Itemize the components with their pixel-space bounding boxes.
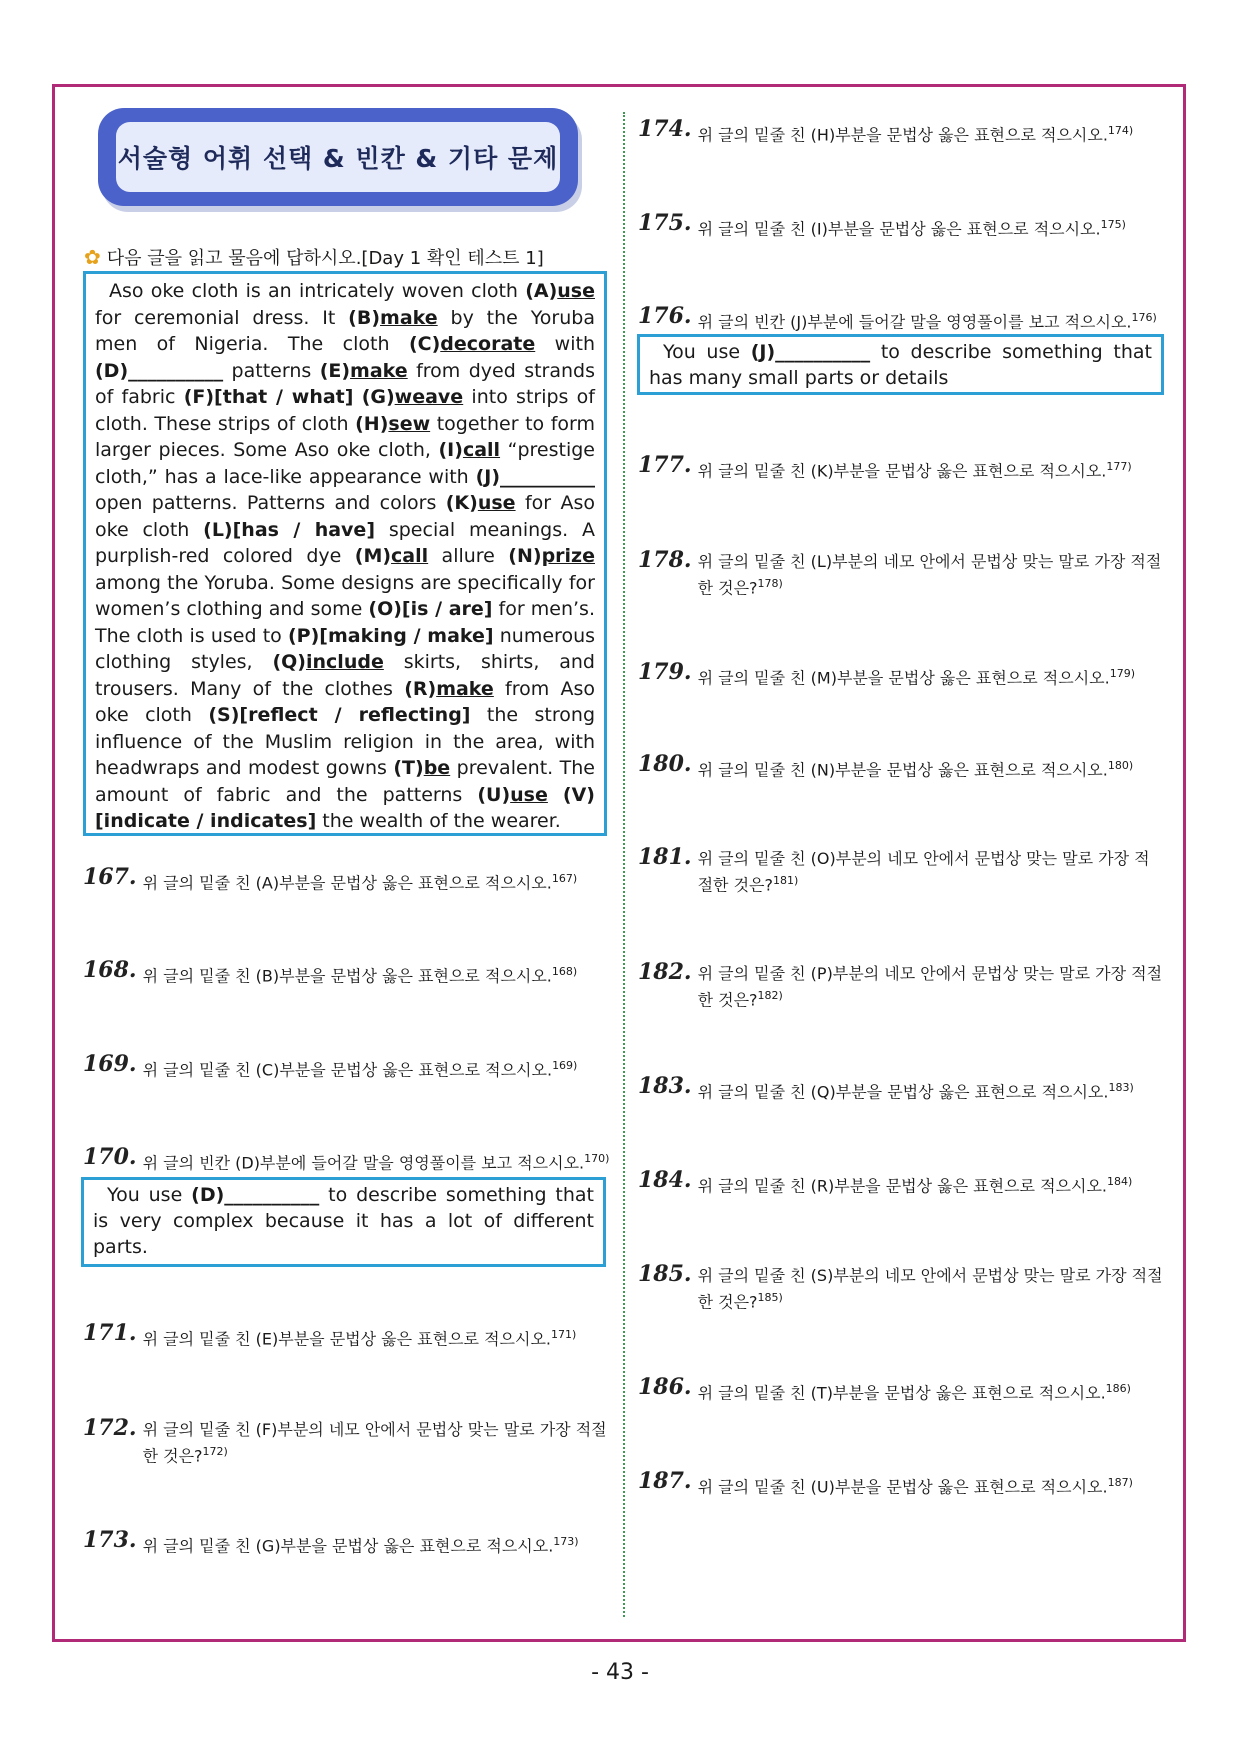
instruction-text: 다음 글을 읽고 물음에 답하시오.[Day 1 확인 테스트 1] <box>106 248 544 269</box>
question-171 <box>83 1322 576 1350</box>
question-number: 172. <box>83 1415 137 1441</box>
footnote-ref: 181) <box>773 874 799 887</box>
question-185 <box>638 1263 1165 1313</box>
bold-marker: (S)[reflect / reflecting] <box>208 704 471 726</box>
footnote-ref: 187) <box>1107 1476 1133 1489</box>
passage-segment: for Aso oke cloth <box>95 492 595 541</box>
question-text: 위 글의 밑줄 친 (L)부분의 네모 안에서 문법상 맞는 말로 가장 적절한 것은? <box>697 552 1162 598</box>
bold-marker: (J)__________ <box>475 465 595 488</box>
question-text: 위 글의 빈칸 (D)부분에 들어갈 말을 영영풀이를 보고 적으시오. <box>142 1153 585 1173</box>
underlined-target: prize <box>541 545 595 567</box>
question-text: 위 글의 밑줄 친 (S)부분의 네모 안에서 문법상 맞는 말로 가장 적절한 것은? <box>697 1266 1163 1312</box>
question-186 <box>638 1376 1131 1404</box>
question-text: 위 글의 밑줄 친 (A)부분을 문법상 옳은 표현으로 적으시오. <box>142 873 552 893</box>
question-174 <box>638 118 1133 146</box>
bold-marker: (F)[that / what] <box>183 386 354 408</box>
bold-marker: (U) <box>477 783 511 806</box>
question-173 <box>83 1529 579 1557</box>
footnote-ref: 177) <box>1106 460 1132 473</box>
definition-box-170 <box>81 1177 606 1267</box>
footnote-ref: 178) <box>757 577 783 590</box>
question-number: 173. <box>83 1527 137 1553</box>
question-number: 187. <box>638 1468 692 1494</box>
passage-segment: with <box>535 333 595 355</box>
question-text: 위 글의 밑줄 친 (E)부분을 문법상 옳은 표현으로 적으시오. <box>142 1329 551 1349</box>
passage-segment <box>548 784 563 806</box>
question-183 <box>638 1075 1134 1103</box>
passage-segment: for ceremonial dress. It <box>95 306 349 329</box>
bold-marker: (M) <box>354 545 392 567</box>
question-number: 183. <box>638 1073 692 1099</box>
question-text: 위 글의 밑줄 친 (H)부분을 문법상 옳은 표현으로 적으시오. <box>697 125 1108 145</box>
definition-box-176 <box>637 334 1164 395</box>
footnote-ref: 167) <box>551 872 578 885</box>
question-text: 위 글의 밑줄 친 (R)부분을 문법상 옳은 표현으로 적으시오. <box>697 1176 1108 1196</box>
underlined-target: make <box>350 359 408 382</box>
footnote-ref: 172) <box>202 1445 228 1458</box>
column-divider <box>623 112 625 1617</box>
question-text: 위 글의 밑줄 친 (G)부분을 문법상 옳은 표현으로 적으시오. <box>142 1536 554 1556</box>
question-text: 위 글의 밑줄 친 (T)부분을 문법상 옳은 표현으로 적으시오. <box>697 1383 1106 1403</box>
question-168 <box>83 959 577 987</box>
bold-marker: (H) <box>355 412 389 435</box>
question-text: 위 글의 빈칸 (J)부분에 들어갈 말을 영영풀이를 보고 적으시오. <box>697 312 1132 332</box>
bold-marker: (L)[has / have] <box>203 518 376 541</box>
question-170 <box>83 1146 609 1174</box>
bold-marker: (C) <box>408 333 441 355</box>
bold-marker: (R) <box>404 677 437 700</box>
footnote-ref: 171) <box>551 1328 577 1341</box>
question-text: 위 글의 밑줄 친 (O)부분의 네모 안에서 문법상 맞는 말로 가장 적절한 것은? <box>697 849 1150 895</box>
bold-marker: (T) <box>393 757 424 779</box>
question-number: 179. <box>638 659 692 685</box>
footnote-ref: 169) <box>552 1059 578 1072</box>
footnote-ref: 183) <box>1108 1081 1134 1094</box>
footnote-ref: 185) <box>757 1291 783 1304</box>
question-number: 171. <box>83 1320 137 1346</box>
question-number: 186. <box>638 1374 692 1400</box>
bold-marker: (I) <box>438 439 463 461</box>
instruction <box>84 244 544 270</box>
question-number: 167. <box>83 864 137 890</box>
footnote-ref: 173) <box>553 1535 579 1548</box>
footnote-ref: 168) <box>551 965 578 978</box>
question-text: 위 글의 밑줄 친 (U)부분을 문법상 옳은 표현으로 적으시오. <box>697 1477 1108 1497</box>
flower-icon: ✿ <box>84 245 101 269</box>
footnote-ref: 174) <box>1107 124 1134 137</box>
underlined-target: include <box>306 651 384 673</box>
question-181 <box>638 846 1165 896</box>
footnote-ref: 176) <box>1131 311 1157 324</box>
bold-marker: (K) <box>445 492 478 514</box>
question-text: 위 글의 밑줄 친 (K)부분을 문법상 옳은 표현으로 적으시오. <box>697 461 1107 481</box>
question-175 <box>638 212 1126 240</box>
passage-segment <box>353 386 361 408</box>
definition-blank: (J)__________ <box>750 341 871 363</box>
passage-segment: together to form larger pieces. Some Aso oke cloth, <box>95 412 596 461</box>
footnote-ref: 179) <box>1109 667 1135 680</box>
question-text: 위 글의 밑줄 친 (B)부분을 문법상 옳은 표현으로 적으시오. <box>142 966 552 986</box>
passage-segment: from dyed strands of fabric <box>95 359 595 408</box>
underlined-target: make <box>436 677 494 700</box>
underlined-target: weave <box>394 386 464 408</box>
question-167 <box>83 866 577 894</box>
bold-marker: (O)[is / are] <box>368 598 493 620</box>
bold-marker: (E) <box>319 359 351 382</box>
passage-segment: patterns <box>223 359 320 382</box>
passage-segment: prevalent. The amount of fabric and the patterns <box>95 757 595 806</box>
question-number: 177. <box>638 452 692 478</box>
question-number: 168. <box>83 957 137 983</box>
question-number: 178. <box>638 547 692 573</box>
question-178 <box>638 549 1165 599</box>
question-number: 181. <box>638 844 692 870</box>
definition-blank: (D)__________ <box>191 1184 320 1206</box>
question-number: 184. <box>638 1167 692 1193</box>
question-172 <box>83 1417 608 1467</box>
underlined-target: call <box>462 439 501 461</box>
bold-marker: (A) <box>525 280 558 302</box>
question-number: 169. <box>83 1051 137 1077</box>
passage-segment: from Aso oke cloth <box>95 677 595 726</box>
passage-segment: into strips of cloth. These strips of cloth <box>95 386 595 435</box>
question-number: 175. <box>638 210 692 236</box>
underlined-target: use <box>557 280 595 302</box>
question-number: 170. <box>83 1144 137 1170</box>
question-text: 위 글의 밑줄 친 (F)부분의 네모 안에서 문법상 맞는 말로 가장 적절한 것은? <box>142 1420 607 1466</box>
section-title: 서술형 어휘 선택 & 빈칸 & 기타 문제 <box>116 122 560 192</box>
bold-marker: (D)__________ <box>95 359 224 382</box>
page-number: - 43 - <box>591 1660 649 1685</box>
passage-segment: the wealth of the wearer. <box>316 810 561 832</box>
question-176 <box>638 305 1157 333</box>
question-182 <box>638 961 1165 1011</box>
passage-segment: the strong influence of the Muslim religion in the area, with headwraps and modest gowns <box>95 704 596 779</box>
footnote-ref: 170) <box>584 1152 610 1165</box>
question-169 <box>83 1053 577 1081</box>
question-number: 176. <box>638 303 692 329</box>
definition-text: to describe something that is very complex because it has a lot of different parts. <box>93 1184 594 1258</box>
bold-marker: (P)[making / make] <box>287 624 494 647</box>
section-title-badge <box>98 108 578 206</box>
footnote-ref: 186) <box>1105 1382 1131 1395</box>
bold-marker: (N) <box>508 545 542 567</box>
passage-segment: open patterns. Patterns and colors <box>95 492 446 514</box>
reading-passage <box>83 271 607 836</box>
question-number: 180. <box>638 751 692 777</box>
passage-segment: numerous clothing styles, <box>95 624 596 673</box>
passage-segment: Aso oke cloth is an intricately woven cloth <box>109 280 526 302</box>
footnote-ref: 175) <box>1100 218 1126 231</box>
passage-segment: allure <box>428 545 509 567</box>
question-177 <box>638 454 1132 482</box>
question-187 <box>638 1470 1133 1498</box>
underlined-target: sew <box>388 412 431 435</box>
question-text: 위 글의 밑줄 친 (P)부분의 네모 안에서 문법상 맞는 말로 가장 적절한 것은? <box>697 964 1163 1010</box>
definition-text: You use <box>107 1184 192 1206</box>
definition-text: You use <box>663 341 751 363</box>
question-number: 185. <box>638 1261 692 1287</box>
bold-marker: (B) <box>348 306 381 329</box>
question-text: 위 글의 밑줄 친 (I)부분을 문법상 옳은 표현으로 적으시오. <box>697 219 1101 239</box>
underlined-target: use <box>510 783 548 806</box>
question-180 <box>638 753 1133 781</box>
question-number: 174. <box>638 116 692 142</box>
question-179 <box>638 661 1135 689</box>
footnote-ref: 184) <box>1107 1175 1133 1188</box>
passage-text <box>95 278 595 835</box>
bold-marker: (Q) <box>272 651 306 673</box>
passage-segment: special meanings. A purplish-red colored dye <box>95 518 595 567</box>
bold-marker: (G) <box>361 386 395 408</box>
definition-text: to describe something that has many small parts or details <box>649 341 1152 389</box>
question-text: 위 글의 밑줄 친 (C)부분을 문법상 옳은 표현으로 적으시오. <box>142 1060 553 1080</box>
passage-segment: “prestige cloth,” has a lace-like appearance with <box>95 439 595 488</box>
passage-segment: for men’s. The cloth is used to <box>95 598 595 647</box>
passage-segment: skirts, shirts, and trousers. Many of the clothes <box>95 651 595 700</box>
underlined-target: call <box>391 545 429 567</box>
question-184 <box>638 1169 1132 1197</box>
bold-marker: (V)[indicate / indicates] <box>95 783 595 832</box>
underlined-target: decorate <box>440 333 536 355</box>
passage-segment: among the Yoruba. Some designs are specifically for women’s clothing and some <box>95 571 595 620</box>
underlined-target: be <box>423 757 451 779</box>
question-text: 위 글의 밑줄 친 (N)부분을 문법상 옳은 표현으로 적으시오. <box>697 760 1108 780</box>
footnote-ref: 180) <box>1107 759 1134 772</box>
underlined-target: make <box>380 306 438 329</box>
footnote-ref: 182) <box>757 989 783 1002</box>
underlined-target: use <box>477 492 516 514</box>
question-text: 위 글의 밑줄 친 (M)부분을 문법상 옳은 표현으로 적으시오. <box>697 668 1110 688</box>
passage-segment: by the Yoruba men of Nigeria. The cloth <box>95 306 595 355</box>
question-number: 182. <box>638 959 692 985</box>
question-text: 위 글의 밑줄 친 (Q)부분을 문법상 옳은 표현으로 적으시오. <box>697 1082 1109 1102</box>
